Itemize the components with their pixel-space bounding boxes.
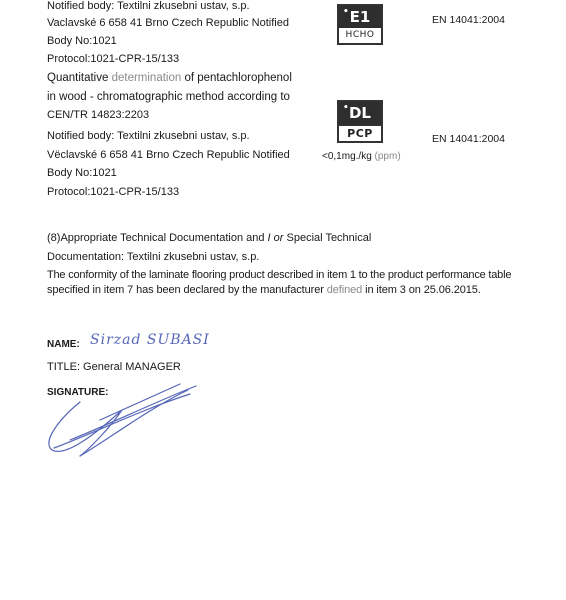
standard-reference: EN 14041:2004 [432, 133, 505, 145]
conformity-text: specified in item 7 has been declared by the manufacturer [47, 284, 327, 296]
address-line: Vaclavské 6 658 41 Brno Czech Republic Notified [47, 17, 289, 29]
quant-text-2: of pentachlorophenol [181, 72, 292, 84]
protocol-line: Protocol:1021-CPR-15/133 [47, 53, 180, 65]
title-line: TITLE: General MANAGER [47, 361, 181, 373]
pcp-limit [322, 150, 401, 163]
quantitative-heading-line [47, 71, 292, 85]
tech-doc-text: (8)Appropriate Technical Documentation and [47, 232, 268, 244]
badge-dot-icon: • [343, 103, 349, 113]
conformity-statement-line-2 [47, 284, 481, 297]
tech-doc-or: I or [267, 232, 284, 244]
badge-class [339, 102, 381, 124]
tech-doc-text-2: Special Technical [283, 232, 372, 244]
quant-text: Quantitative [47, 72, 112, 84]
conformity-date: in item 3 on 25.06.2015. [362, 284, 481, 296]
technical-documentation-body: Documentation: Textilni zkusebni ustav, s.p. [47, 251, 260, 263]
name-label: NAME: [47, 339, 80, 350]
cen-tr-line: CEN/TR 14823:2203 [47, 109, 150, 121]
body-number-line: Body No:1021 [47, 35, 117, 47]
body-number-line: Body No:1021 [47, 167, 117, 179]
notified-body-line: Notified body: Textilni zkusebni ustav, s.p. [47, 130, 250, 142]
badge-top-text: DL [348, 104, 371, 122]
quant-determination: determination [111, 72, 182, 84]
pcp-limit-value: <0,1mg./kg [322, 151, 372, 162]
pcp-limit-unit: (ppm) [371, 151, 401, 162]
badge-bottom-text: HCHO [345, 30, 375, 40]
conformity-defined: defined [326, 284, 363, 296]
dl-pcp-badge [337, 100, 383, 143]
e1-hcho-badge [337, 4, 383, 45]
signature-label: SIGNATURE: [47, 387, 109, 398]
protocol-line: Protocol:1021-CPR-15/133 [47, 186, 180, 198]
standard-reference: EN 14041:2004 [432, 14, 505, 26]
handwritten-signature [40, 380, 210, 465]
handwritten-name: Sirzad SUBASI [90, 332, 210, 348]
quantitative-method-line: in wood - chromatographic method according to [47, 91, 290, 103]
badge-top-text: E1 [349, 8, 371, 26]
badge-class [339, 6, 381, 28]
notified-body-line: Notified body: Textilni zkusebni ustav, s.p. [47, 0, 250, 12]
badge-dot-icon: • [343, 7, 349, 17]
address-line: Vëclavské 6 658 41 Brno Czech Republic Notified [47, 149, 290, 161]
badge-bottom-text: PCP [339, 124, 381, 141]
technical-documentation-heading [47, 232, 371, 245]
conformity-statement-line-1: The conformity of the laminate flooring product described in item 1 to the product performance table [47, 269, 512, 281]
